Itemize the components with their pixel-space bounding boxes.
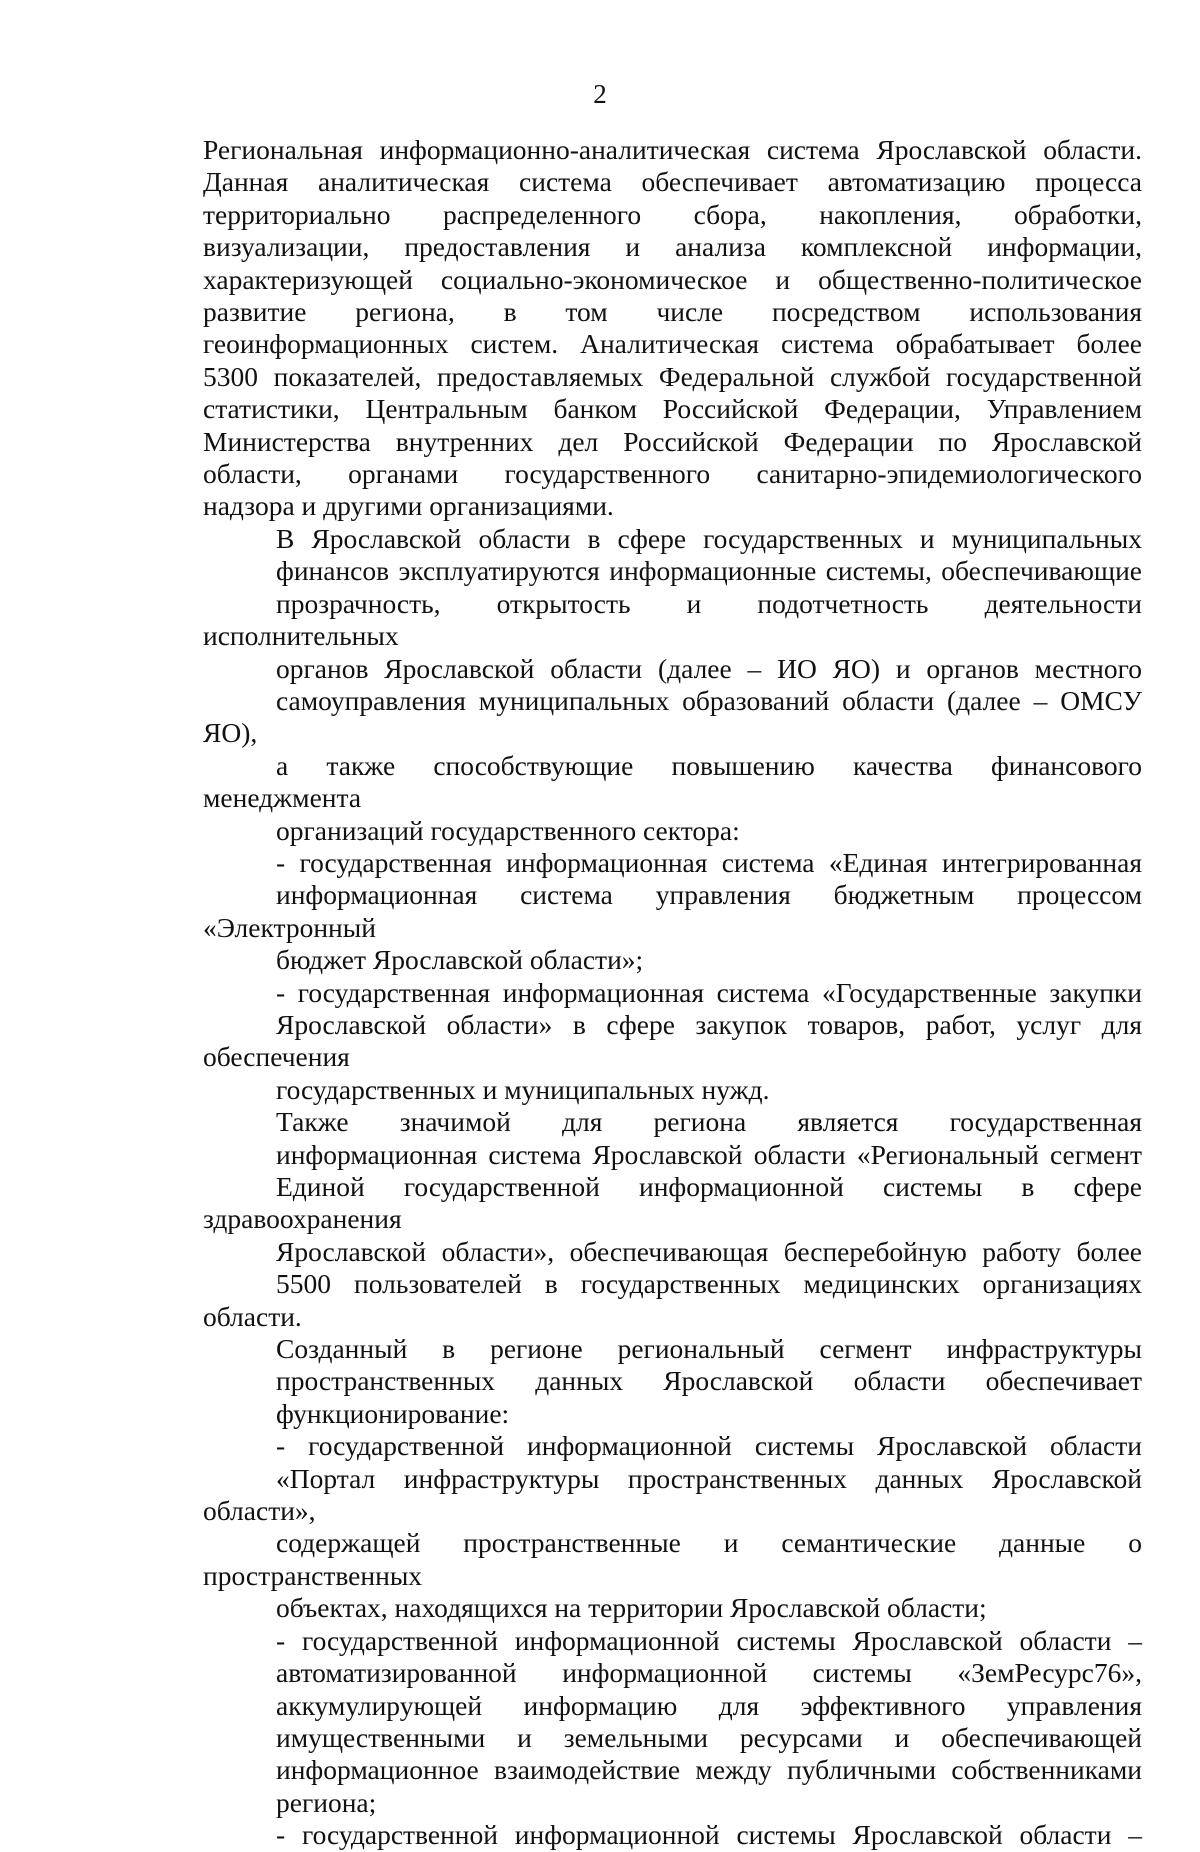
paragraph bbox=[203, 1333, 1142, 1430]
text-line: Также значимой для региона является государственная bbox=[276, 1106, 1142, 1138]
paragraph bbox=[203, 1625, 1142, 1819]
text-line: информационная система управления бюджетным процессом «Электронный bbox=[203, 879, 1142, 943]
text-line: надзора и другими организациями. bbox=[203, 490, 614, 522]
text-line: самоуправления муниципальных образований области (далее – ОМСУ ЯО), bbox=[203, 684, 1142, 749]
text-line: информационная система Ярославской области «Региональный сегмент bbox=[276, 1138, 1142, 1170]
paragraph bbox=[203, 523, 1142, 847]
text-line: статистики, Центральным банком Российской Федерации, Управлением bbox=[203, 393, 1142, 425]
text-line: финансов эксплуатируются информационные системы, обеспечивающие bbox=[276, 555, 1142, 587]
text-line: органов Ярославской области (далее – ИО ЯО) и органов местного bbox=[276, 652, 1142, 684]
text-line: визуализации, предоставления и анализа комплексной информации, bbox=[203, 231, 1142, 263]
text-line: 5500 пользователей в государственных медицинских организациях области. bbox=[203, 1268, 1142, 1332]
paragraph bbox=[203, 847, 1142, 977]
text-line: государственных и муниципальных нужд. bbox=[276, 1073, 770, 1105]
text-line: развитие региона, в том числе посредством использования bbox=[203, 296, 1142, 328]
text-line: - государственной информационной системы Ярославской области bbox=[276, 1430, 1142, 1462]
paragraph bbox=[203, 1430, 1142, 1624]
text-line: содержащей пространственные и семантические данные о пространственных bbox=[203, 1527, 1142, 1591]
text-line: Региональная информационно-аналитическая система Ярославской области. bbox=[203, 134, 1142, 165]
text-line: имущественными и земельными ресурсами и обеспечивающей bbox=[276, 1721, 1142, 1753]
text-line: геоинформационных систем. Аналитическая система обрабатывает более bbox=[203, 328, 1142, 360]
text-line: В Ярославской области в сфере государственных и муниципальных bbox=[276, 522, 1142, 554]
text-line: 5300 показателей, предоставляемых Федеральной службой государственной bbox=[203, 360, 1142, 392]
text-line: прозрачность, открытость и подотчетность деятельности исполнительных bbox=[203, 587, 1142, 652]
text-line: Единой государственной информационной системы в сфере здравоохранения bbox=[203, 1171, 1142, 1235]
text-line: Созданный в регионе региональный сегмент инфраструктуры bbox=[276, 1333, 1142, 1365]
text-line: организаций государственного сектора: bbox=[276, 814, 740, 846]
text-line: аккумулирующей информацию для эффективного управления bbox=[276, 1689, 1142, 1721]
page-number: 2 bbox=[593, 79, 607, 109]
text-line: - государственной информационной системы Ярославской области – bbox=[276, 1819, 1142, 1851]
text-line: информационное взаимодействие между публичными собственниками bbox=[276, 1754, 1142, 1786]
text-line: - государственная информационная система «Государственные закупки bbox=[276, 976, 1142, 1008]
paragraph bbox=[203, 977, 1142, 1107]
text-line: Министерства внутренних дел Российской Федерации по Ярославской bbox=[203, 425, 1142, 457]
text-line: региона; bbox=[276, 1786, 377, 1818]
text-line: - государственной информационной системы Ярославской области – bbox=[276, 1624, 1142, 1656]
text-line: территориально распределенного сбора, накопления, обработки, bbox=[203, 198, 1142, 230]
text-line: области, органами государственного санитарно-эпидемиологического bbox=[203, 458, 1142, 490]
text-line: функционирование: bbox=[276, 1397, 510, 1429]
document-body bbox=[203, 134, 1142, 1852]
text-line: а также способствующие повышению качества финансового менеджмента bbox=[203, 749, 1142, 814]
text-line: автоматизированной информационной системы «ЗемРесурс76», bbox=[276, 1657, 1142, 1689]
text-line: Ярославской области», обеспечивающая бесперебойную работу более bbox=[276, 1235, 1142, 1267]
paragraph bbox=[203, 1819, 1142, 1851]
paragraph bbox=[203, 134, 1142, 523]
text-line: «Портал инфраструктуры пространственных данных Ярославской области», bbox=[203, 1462, 1142, 1527]
text-line: характеризующей социально-экономическое и общественно-политическое bbox=[203, 263, 1142, 295]
text-line: пространственных данных Ярославской области обеспечивает bbox=[276, 1365, 1142, 1397]
paragraph bbox=[203, 1106, 1142, 1333]
text-line: - государственная информационная система «Единая интегрированная bbox=[276, 846, 1142, 878]
text-line: бюджет Ярославской области»; bbox=[276, 944, 644, 976]
text-line: Данная аналитическая система обеспечивает автоматизацию процесса bbox=[203, 166, 1142, 198]
text-line: объектах, находящихся на территории Ярославской области; bbox=[276, 1592, 987, 1624]
text-line: Ярославской области» в сфере закупок товаров, работ, услуг для обеспечения bbox=[203, 1008, 1142, 1073]
